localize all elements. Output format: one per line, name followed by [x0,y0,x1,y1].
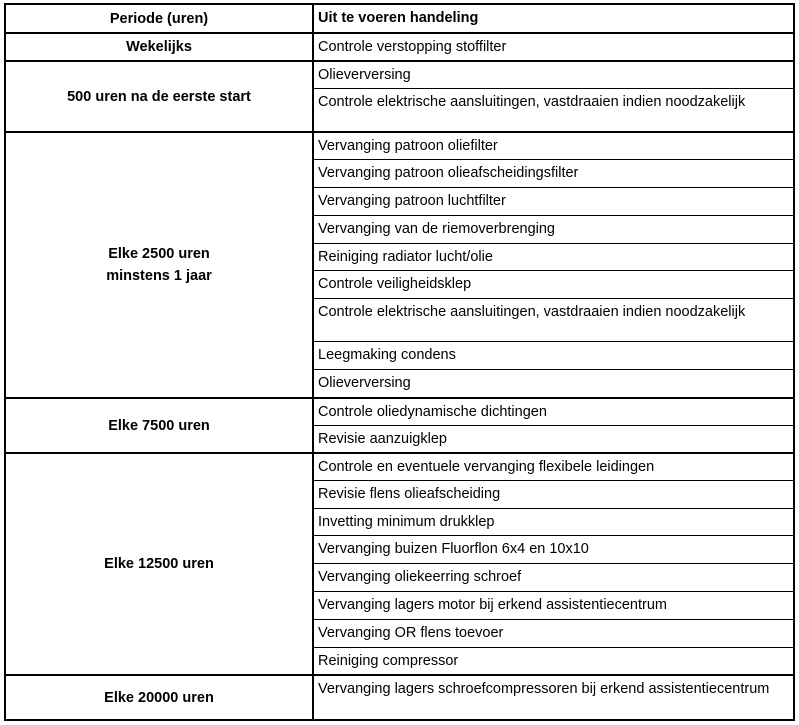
action-cell: Vervanging lagers motor bij erkend assistentiecentrum [314,591,793,619]
action-cell: Vervanging oliekeerring schroef [314,563,793,591]
action-cell: Controle oliedynamische dichtingen [314,397,793,425]
period-cell [6,397,314,452]
period-cell [6,452,314,674]
period-cell [6,32,314,60]
action-cell: Controle verstopping stoffilter [314,32,793,60]
action-cell: Vervanging buizen Fluorflon 6x4 en 10x10 [314,535,793,563]
action-cell: Vervanging patroon olieafscheidingsfilter [314,159,793,187]
action-cell: Reiniging compressor [314,647,793,674]
header-action: Uit te voeren handeling [318,10,479,26]
action-cell: Vervanging OR flens toevoer [314,619,793,647]
action-cell: Invetting minimum drukklep [314,508,793,535]
action-cell: Vervanging van de riemoverbrenging [314,215,793,243]
period-cell [6,674,314,719]
header-period: Periode (uren) [6,5,314,32]
period-label: Wekelijks [126,39,192,55]
action-cell: Reiniging radiator lucht/olie [314,243,793,270]
period-label: Elke 12500 uren [104,556,214,572]
action-cell: Vervanging lagers schroefcompressoren bij erkend assistentiecentrum [314,674,793,719]
action-cell: Controle elektrische aansluitingen, vastdraaien indien noodzakelijk [314,88,793,131]
period-label: minstens 1 jaar [106,268,212,284]
action-cell: Controle veiligheidsklep [314,270,793,298]
maintenance-table [4,3,795,721]
action-cell: Vervanging patroon luchtfilter [314,187,793,215]
action-cell: Revisie aanzuigklep [314,425,793,452]
action-cell: Leegmaking condens [314,341,793,369]
period-cell [6,131,314,397]
period-label: 500 uren na de eerste start [67,88,251,105]
action-cell: Vervanging patroon oliefilter [314,131,793,159]
action-cell: Controle en eventuele vervanging flexibele leidingen [314,452,793,480]
period-cell [6,60,314,131]
action-cell: Revisie flens olieafscheiding [314,480,793,508]
period-label: Elke 20000 uren [104,689,214,706]
period-label: Elke 7500 uren [108,417,210,434]
action-cell: Olieverversing [314,60,793,88]
action-cell: Olieverversing [314,369,793,397]
period-label: Elke 2500 uren [108,246,210,262]
action-cell: Controle elektrische aansluitingen, vastdraaien indien noodzakelijk [314,298,793,341]
